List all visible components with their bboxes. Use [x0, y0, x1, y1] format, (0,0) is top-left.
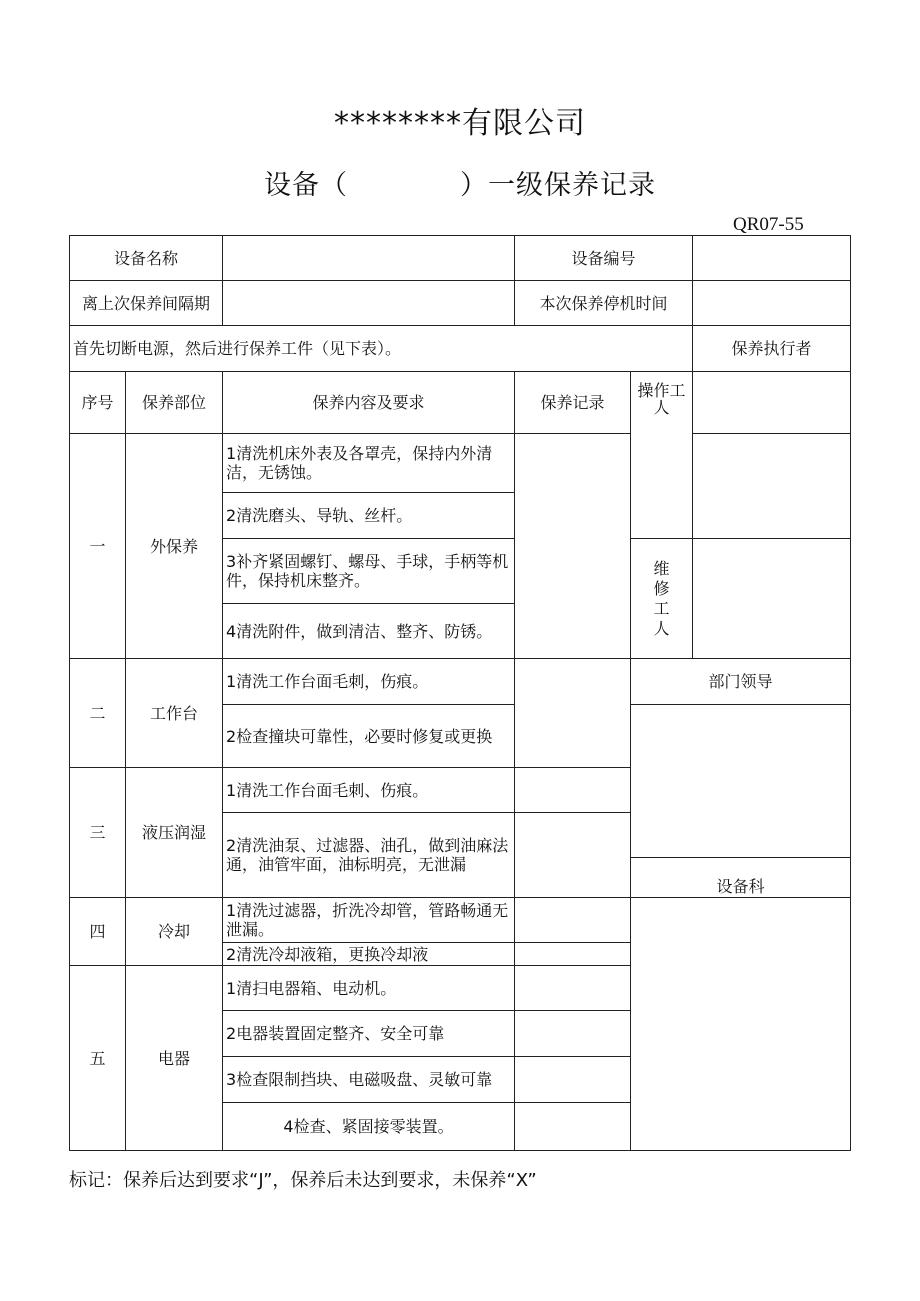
section-5-record-4[interactable]	[515, 1103, 631, 1151]
form-subtitle: 设备（ ）一级保养记录	[264, 170, 656, 201]
maintainer-sign[interactable]	[693, 539, 851, 659]
section-4-item-1: 1清洗过滤器，折洗冷却管，管路畅通无泄漏。	[223, 898, 515, 943]
section-4-record-2[interactable]	[515, 943, 631, 966]
section-1-item-1: 1清洗机床外表及各罩壳，保持内外清洁，无锈蚀。	[223, 434, 515, 493]
section-1-seq: 一	[70, 434, 126, 659]
equipment-dept-sign[interactable]	[631, 898, 851, 1151]
section-4-seq: 四	[70, 898, 126, 966]
equipment-no-field[interactable]	[693, 236, 851, 281]
downtime-label: 本次保养停机时间	[515, 281, 693, 326]
footer-note: 标记：保养后达到要求“J”，保养后未达到要求，未保养“X”	[69, 1170, 537, 1191]
operator-sign-2[interactable]	[693, 434, 851, 539]
section-1-record[interactable]	[515, 434, 631, 659]
instruction-text: 首先切断电源，然后进行保养工件（见下表）。	[70, 326, 693, 372]
section-5-item-2: 2电器装置固定整齐、安全可靠	[223, 1011, 515, 1057]
section-2-item-1: 1清洗工作台面毛刺，伤痕。	[223, 659, 515, 705]
col-part-header: 保养部位	[126, 372, 223, 434]
equipment-name-label: 设备名称	[70, 236, 223, 281]
section-4-part: 冷却	[126, 898, 223, 966]
company-title	[0, 98, 920, 142]
section-5-item-1: 1清扫电器箱、电动机。	[223, 966, 515, 1011]
operator-label-text: 操作工人	[637, 381, 686, 417]
equipment-name-field[interactable]	[223, 236, 515, 281]
section-3-item-2: 2清洗油泵、过滤器、油孔，做到油麻法通，油管牢面，油标明亮，无泄漏	[223, 813, 515, 898]
section-2-item-2: 2检查撞块可靠性，必要时修复或更换	[223, 705, 515, 768]
equipment-dept-label: 设备科	[631, 858, 851, 898]
section-2-seq: 二	[70, 659, 126, 768]
section-5-seq: 五	[70, 966, 126, 1151]
section-1-part: 外保养	[126, 434, 223, 659]
dept-leader-sign[interactable]	[631, 705, 851, 858]
interval-label: 离上次保养间隔期	[70, 281, 223, 326]
section-5-record-3[interactable]	[515, 1057, 631, 1103]
section-5-record-1[interactable]	[515, 966, 631, 1011]
equipment-no-label: 设备编号	[515, 236, 693, 281]
company-name: ********有限公司	[334, 106, 586, 141]
dept-leader-label: 部门领导	[631, 659, 851, 705]
section-3-item-1: 1清洗工作台面毛刺、伤痕。	[223, 768, 515, 813]
section-1-item-4: 4清洗附件，做到清洁、整齐、防锈。	[223, 604, 515, 659]
maintainer-label	[631, 539, 693, 659]
section-5-item-3: 3检查限制挡块、电磁吸盘、灵敏可靠	[223, 1057, 515, 1103]
section-3-seq: 三	[70, 768, 126, 898]
section-3-record-2[interactable]	[515, 813, 631, 898]
col-record-header: 保养记录	[515, 372, 631, 434]
form-code: QR07-55	[733, 214, 804, 235]
section-1-item-3: 3补齐紧固螺钉、螺母、手球，手柄等机件，保持机床整齐。	[223, 539, 515, 604]
operator-label	[631, 372, 693, 539]
col-seq-header: 序号	[70, 372, 126, 434]
section-2-record[interactable]	[515, 659, 631, 768]
section-1-item-2: 2清洗磨头、导轨、丝杆。	[223, 493, 515, 539]
section-5-record-2[interactable]	[515, 1011, 631, 1057]
section-5-part: 电器	[126, 966, 223, 1151]
maintainer-label-text: 维修工人	[653, 558, 670, 638]
section-3-part: 液压润湿	[126, 768, 223, 898]
interval-field[interactable]	[223, 281, 515, 326]
operator-sign-1[interactable]	[693, 372, 851, 434]
downtime-field[interactable]	[693, 281, 851, 326]
section-4-item-2: 2清洗冷却液箱，更换冷却液	[223, 943, 515, 966]
section-5-item-4: 4检查、紧固接零装置。	[223, 1103, 515, 1151]
section-4-record-1[interactable]	[515, 898, 631, 943]
col-content-header: 保养内容及要求	[223, 372, 515, 434]
maintenance-record-table	[69, 235, 851, 1151]
section-3-record-1[interactable]	[515, 768, 631, 813]
section-2-part: 工作台	[126, 659, 223, 768]
executor-label: 保养执行者	[693, 326, 851, 372]
